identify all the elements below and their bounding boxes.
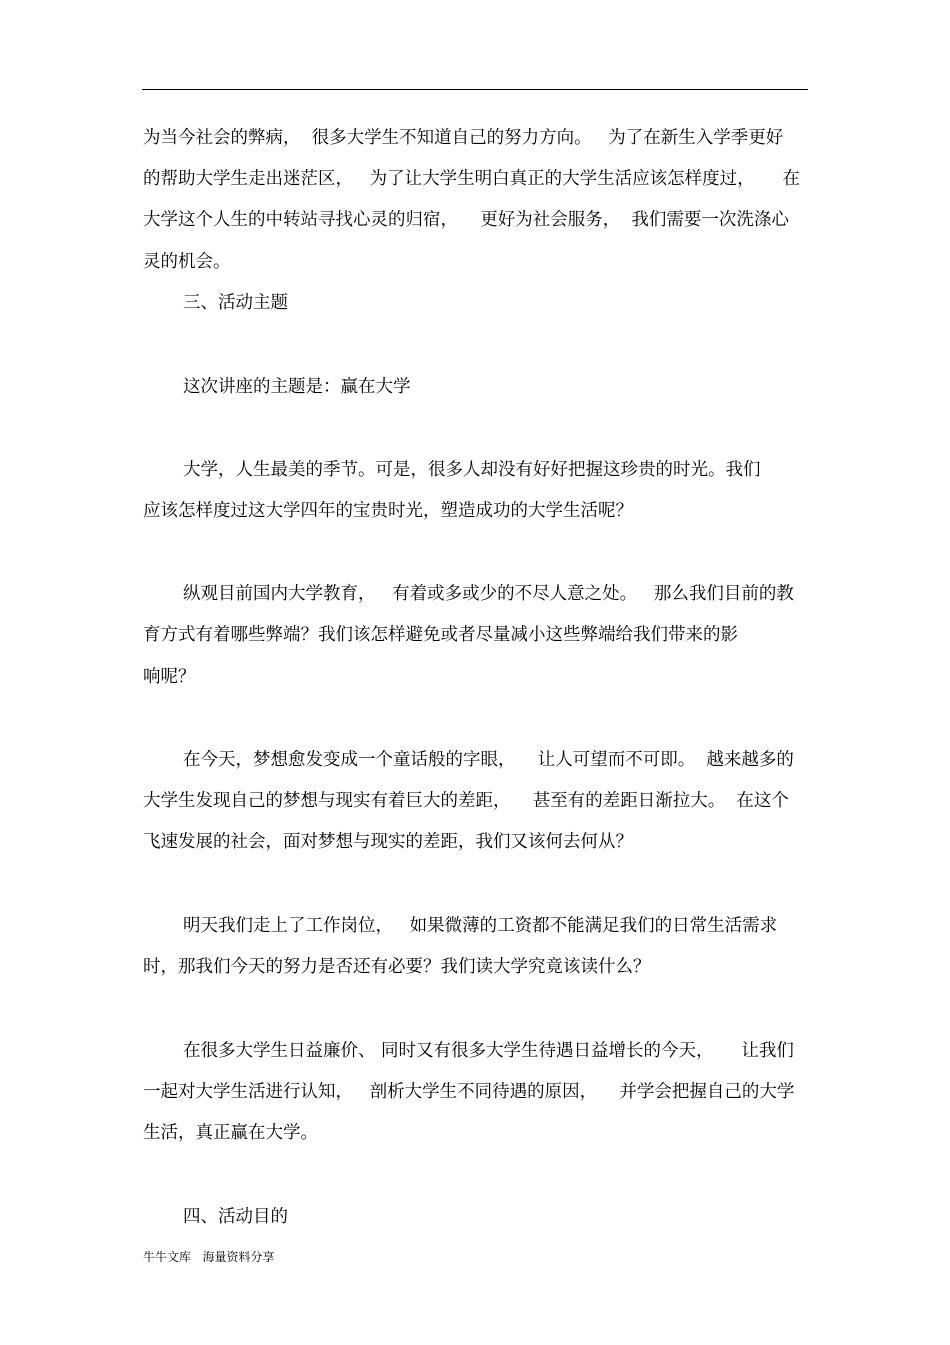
page-footer: 牛牛文库 海量资料分享 <box>143 1250 275 1264</box>
text-line: 的帮助大学生走出迷茫区， 为了让大学生明白真正的大学生活应该怎样度过， 在 <box>143 169 800 189</box>
text-line: 灵的机会。 <box>143 252 231 272</box>
text-line: 在今天，梦想愈发变成一个童话般的字眼， 让人可望而不可即。 越来越多的 <box>183 750 794 770</box>
text-line: 为当今社会的弊病， 很多大学生不知道自己的努力方向。 为了在新生入学季更好 <box>143 128 784 148</box>
text-line: 在很多大学生日益廉价、 同时又有很多大学生待遇日益增长的今天， 让我们 <box>183 1041 794 1061</box>
text-line: 明天我们走上了工作岗位， 如果微薄的工资都不能满足我们的日常生活需求 <box>183 916 778 936</box>
text-line: 纵观目前国内大学教育， 有着或多或少的不尽人意之处。 那么我们目前的教 <box>183 584 794 604</box>
text-line: 大学，人生最美的季节。可是，很多人却没有好好把握这珍贵的时光。我们 <box>183 460 761 480</box>
text-line: 育方式有着哪些弊端？我们该怎样避免或者尽量减小这些弊端给我们带来的影 <box>143 625 738 645</box>
text-line: 响呢？ <box>143 667 196 687</box>
text-line: 大学这个人生的中转站寻找心灵的归宿， 更好为社会服务， 我们需要一次洗涤心 <box>143 210 789 230</box>
section-heading: 三、活动主题 <box>183 293 288 313</box>
text-line: 应该怎样度过这大学四年的宝贵时光，塑造成功的大学生活呢？ <box>143 501 633 521</box>
text-line: 这次讲座的主题是：赢在大学 <box>183 377 411 397</box>
header-rule <box>142 89 808 90</box>
section-heading: 四、活动目的 <box>183 1207 288 1227</box>
text-line: 大学生发现自己的梦想与现实有着巨大的差距， 甚至有的差距日渐拉大。 在这个 <box>143 791 789 811</box>
text-line: 生活，真正赢在大学。 <box>143 1123 318 1143</box>
text-line: 时，那我们今天的努力是否还有必要？我们读大学究竟该读什么？ <box>143 957 651 977</box>
text-line: 飞速发展的社会，面对梦想与现实的差距，我们又该何去何从？ <box>143 832 633 852</box>
text-line: 一起对大学生活进行认知， 剖析大学生不同待遇的原因， 并学会把握自己的大学 <box>143 1082 795 1102</box>
